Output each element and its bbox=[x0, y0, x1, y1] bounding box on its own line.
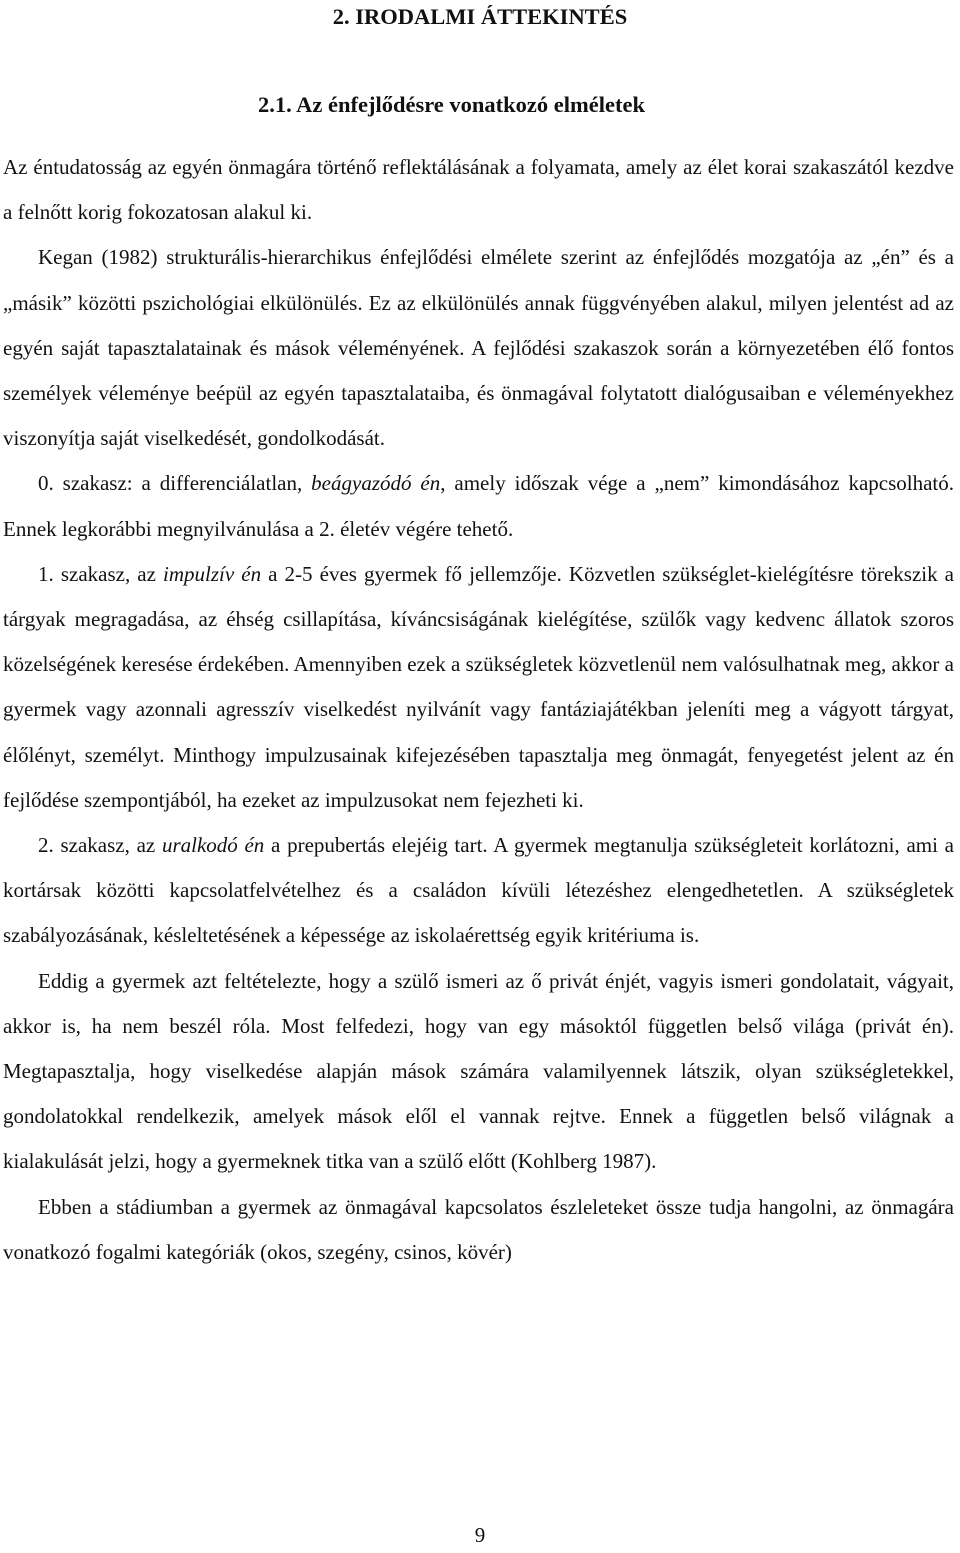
stage-0-term: beágyazódó én bbox=[311, 471, 441, 496]
stage-2-text-a: 2. szakasz, az bbox=[38, 833, 162, 858]
paragraph-6: Eddig a gyermek azt feltételezte, hogy a szülő ismeri az ő privát énjét, vagyis ismeri gondolatait, vágyait, akkor is, ha nem beszél róla. Most felfedezi, hogy van egy másoktól független belső világa (privát én). Megtapasztalja, hogy viselkedése alapján mások számára valamilyennek látszik, olyan szükségletekkel, gondolatokkal rendelkezik, amelyek mások elől el vannak rejtve. Ennek a független belső világnak a kialakulását jelzi, hogy a gyermeknek titka van a szülő előtt (Kohlberg 1987). bbox=[3, 968, 954, 1174]
stage-1-text-b: a 2-5 éves gyermek fő jellemzője. Közvetlen szükséglet-kielégítésre törekszik a tárgyak megragadása, az éhség csillapítása, kíváncsiságának kielégítése, szülők vagy kedvenc állatok szoros közelségének keresése érdekében. Amennyiben ezek a szükségletek közvetlenül nem valósulhatnak meg, akkor a gyermek vagy azonnali agresszív viselkedést nyilvánít vagy fantáziajátékban jeleníti meg a vágyott tárgyat, élőlényt, személyt. Minthogy impulzusainak kifejezésében tapasztalja meg önmagát, fenyegetést jelent az én fejlődése szempontjából, ha ezeket az impulzusokat nem fejezheti ki. bbox=[3, 561, 954, 812]
paragraph-7: Ebben a stádiumban a gyermek az önmagával kapcsolatos észleleteket össze tudja hangolni, az önmagára vonatkozó fogalmi kategóriák (okos, szegény, csinos, kövér) bbox=[3, 1194, 954, 1264]
paragraph-1: Az éntudatosság az egyén önmagára történő reflektálásának a folyamata, amely az élet korai szakaszától kezdve a felnőtt korig fokozatosan alakul ki. bbox=[3, 155, 954, 225]
paragraph-stage-1 bbox=[3, 552, 954, 823]
paragraph-2: Kegan (1982) strukturális-hierarchikus énfejlődési elmélete szerint az énfejlődés mozgatója az „én” és a „másik” közötti pszichológiai elkülönülés. Ez az elkülönülés annak függvényében alakul, milyen jelentést ad az egyén saját tapasztalatainak és mások véleményének. A fejlődési szakaszok során a környezetében élő fontos személyek véleménye beépül az egyén tapasztalataiba, és önmagával folytatott dialógusaiban e véleményekhez viszonyítja saját viselkedését, gondolkodását. bbox=[3, 245, 954, 451]
paragraph-stage-0 bbox=[3, 461, 954, 551]
paragraph-stage-2 bbox=[3, 823, 954, 959]
stage-0-text-b: , amely időszak vége a „nem” kimondásához kapcsolható. Ennek legkorábbi megnyilvánulása a 2. életév végére tehető. bbox=[3, 471, 955, 541]
stage-1-term: impulzív én bbox=[163, 561, 262, 586]
stage-1-text-a: 1. szakasz, az bbox=[38, 561, 164, 586]
page-number: 9 bbox=[474, 1523, 486, 1547]
chapter-title: 2. IRODALMI ÁTTEKINTÉS bbox=[332, 4, 628, 29]
stage-2-term: uralkodó én bbox=[161, 833, 265, 858]
stage-0-text-a: 0. szakasz: a differenciálatlan, bbox=[38, 471, 312, 496]
section-title: 2.1. Az énfejlődésre vonatkozó elméletek bbox=[258, 92, 645, 117]
body-text bbox=[3, 145, 954, 1275]
stage-2-text-b: a prepubertás elejéig tart. A gyermek megtanulja szükségleteit korlátozni, ami a kortársak közötti kapcsolatfelvételhez és a családon kívüli létezéshez elengedhetetlen. A szükségletek szabályozásának, késleltetésének a képessége az iskolaérettség egyik kritériuma is. bbox=[3, 833, 954, 948]
